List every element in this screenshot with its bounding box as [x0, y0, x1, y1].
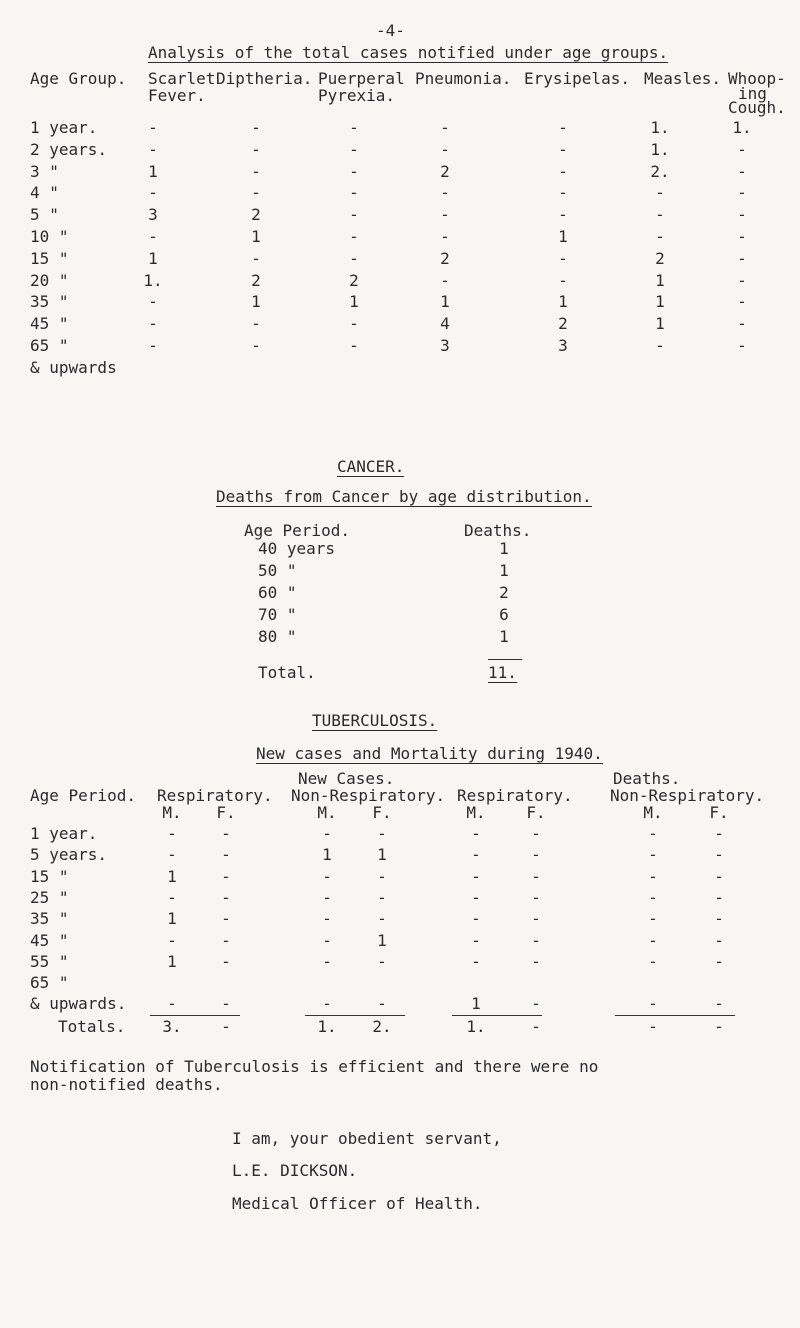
age-group-label: 20 "	[30, 271, 69, 290]
tb-count-cell: -	[377, 867, 387, 886]
case-count-cell: 1	[558, 292, 568, 311]
tb-age-period: 1 year.	[30, 824, 98, 843]
male-column-header: M.	[162, 803, 182, 822]
col-erysipelas: Erysipelas.	[524, 69, 630, 88]
cancer-total-value: 11.	[488, 663, 517, 682]
case-count-cell: -	[558, 249, 568, 268]
case-count-cell: -	[737, 271, 747, 290]
tb-count-cell: -	[471, 824, 481, 843]
male-column-header: M.	[317, 803, 337, 822]
tb-count-cell: -	[471, 952, 481, 971]
tb-count-cell: -	[648, 824, 658, 843]
cancer-age-period: 50 "	[258, 561, 297, 580]
case-count-cell: -	[148, 336, 158, 355]
cancer-deaths-value: 2	[499, 583, 509, 602]
case-count-cell: 1	[440, 292, 450, 311]
cancer-deaths-value: 1	[499, 539, 509, 558]
female-column-header: F.	[372, 803, 392, 822]
age-group-label: 3 "	[30, 162, 59, 181]
age-group-label: 10 "	[30, 227, 69, 246]
tb-count-cell: -	[167, 994, 177, 1013]
female-column-header: F.	[526, 803, 546, 822]
tb-count-cell: -	[531, 952, 541, 971]
page-number: -4-	[376, 21, 405, 40]
case-count-cell: -	[440, 227, 450, 246]
age-group-label: 65 "	[30, 336, 69, 355]
tb-count-cell: -	[322, 994, 332, 1013]
col-puerperal-l2: Pyrexia.	[318, 86, 396, 105]
case-count-cell: 3	[558, 336, 568, 355]
case-count-cell: -	[349, 249, 359, 268]
tb-age-period: 45 "	[30, 931, 69, 950]
tb-count-cell: -	[648, 845, 658, 864]
col-scarlet-l1: Scarlet	[148, 69, 216, 88]
case-count-cell: -	[737, 205, 747, 224]
tb-count-cell: -	[531, 845, 541, 864]
tb-count-cell: -	[714, 867, 724, 886]
case-count-cell: -	[349, 227, 359, 246]
col-whooping-l1: Whoop-	[728, 69, 786, 88]
tb-count-cell: -	[531, 909, 541, 928]
case-count-cell: 2	[558, 314, 568, 333]
case-count-cell: 4	[440, 314, 450, 333]
case-count-cell: -	[148, 227, 158, 246]
case-count-cell: -	[251, 162, 261, 181]
tb-total-cell: -	[714, 1017, 724, 1036]
tb-heading: TUBERCULOSIS.	[312, 711, 438, 730]
tb-age-period: 35 "	[30, 909, 69, 928]
case-count-cell: -	[349, 336, 359, 355]
case-count-cell: -	[655, 183, 665, 202]
cancer-deaths-value: 1	[499, 561, 509, 580]
tb-count-cell: -	[221, 909, 231, 928]
case-count-cell: 1	[349, 292, 359, 311]
case-count-cell: -	[737, 336, 747, 355]
col-diphtheria: Diptheria.	[216, 69, 313, 88]
case-count-cell: -	[349, 314, 359, 333]
tb-total-cell: -	[221, 1017, 231, 1036]
case-count-cell: -	[251, 183, 261, 202]
tb-count-cell: -	[221, 824, 231, 843]
case-count-cell: -	[737, 249, 747, 268]
tb-count-cell: -	[322, 931, 332, 950]
tb-count-cell: -	[167, 824, 177, 843]
case-count-cell: -	[148, 183, 158, 202]
tb-total-cell: -	[648, 1017, 658, 1036]
case-count-cell: -	[349, 140, 359, 159]
tb-count-cell: -	[167, 888, 177, 907]
closing-line: I am, your obedient servant,	[232, 1129, 502, 1148]
tb-death-nonresp: Non-Respiratory.	[610, 786, 765, 805]
case-count-cell: -	[440, 140, 450, 159]
tb-count-cell: -	[322, 824, 332, 843]
tb-count-cell: -	[322, 952, 332, 971]
tb-col-age: Age Period.	[30, 786, 136, 805]
case-count-cell: 1	[655, 314, 665, 333]
case-count-cell: -	[148, 292, 158, 311]
male-column-header: M.	[466, 803, 486, 822]
cancer-age-period: 40 years	[258, 539, 336, 558]
case-count-cell: 1	[148, 162, 158, 181]
tb-count-cell: -	[471, 845, 481, 864]
cancer-age-period: 80 "	[258, 627, 297, 646]
case-count-cell: -	[737, 292, 747, 311]
cancer-age-period: 60 "	[258, 583, 297, 602]
tb-count-cell: -	[377, 994, 387, 1013]
case-count-cell: 1	[655, 292, 665, 311]
tb-count-cell: -	[648, 931, 658, 950]
tb-count-cell: -	[714, 824, 724, 843]
case-count-cell: -	[349, 162, 359, 181]
age-group-label: 45 "	[30, 314, 69, 333]
tb-count-cell: -	[377, 888, 387, 907]
female-column-header: F.	[216, 803, 236, 822]
tb-count-cell: -	[714, 888, 724, 907]
case-count-cell: -	[655, 227, 665, 246]
case-count-cell: -	[349, 205, 359, 224]
tb-count-cell: -	[377, 909, 387, 928]
case-count-cell: 1	[251, 227, 261, 246]
tb-count-cell: 1	[377, 931, 387, 950]
tb-new-resp: Respiratory.	[157, 786, 273, 805]
tb-count-cell: -	[648, 867, 658, 886]
case-count-cell: -	[737, 227, 747, 246]
tb-total-cell: 1.	[317, 1017, 337, 1036]
tb-count-cell: -	[648, 994, 658, 1013]
case-count-cell: 3	[148, 205, 158, 224]
case-count-cell: -	[440, 118, 450, 137]
col-measles: Measles.	[644, 69, 722, 88]
age-group-label: & upwards	[30, 358, 117, 377]
tb-count-cell: -	[648, 888, 658, 907]
case-count-cell: -	[251, 336, 261, 355]
tb-count-cell: 1	[377, 845, 387, 864]
tb-age-period: 25 "	[30, 888, 69, 907]
case-count-cell: -	[251, 118, 261, 137]
case-count-cell: -	[440, 205, 450, 224]
tb-count-cell: 1	[167, 909, 177, 928]
tb-count-cell: -	[377, 824, 387, 843]
tb-count-cell: -	[322, 867, 332, 886]
age-group-label: 15 "	[30, 249, 69, 268]
col-age-group: Age Group.	[30, 69, 127, 88]
case-count-cell: 2	[251, 205, 261, 224]
tb-count-cell: -	[714, 994, 724, 1013]
cancer-total-label: Total.	[258, 663, 316, 682]
case-count-cell: -	[655, 336, 665, 355]
tb-total-cell: 1.	[466, 1017, 486, 1036]
cancer-col-deaths: Deaths.	[464, 521, 532, 540]
tb-count-cell: -	[648, 952, 658, 971]
case-count-cell: 1	[558, 227, 568, 246]
tb-count-cell: -	[714, 845, 724, 864]
cancer-subheading: Deaths from Cancer by age distribution.	[216, 487, 592, 506]
signatory-position: Medical Officer of Health.	[232, 1194, 483, 1213]
case-count-cell: 2	[349, 271, 359, 290]
cancer-col-age: Age Period.	[244, 521, 350, 540]
tb-count-cell: -	[648, 909, 658, 928]
col-whooping-l3: Cough.	[728, 98, 786, 117]
case-count-cell: -	[558, 183, 568, 202]
case-count-cell: 2	[440, 162, 450, 181]
case-count-cell: 2	[251, 271, 261, 290]
tb-total-cell: 2.	[372, 1017, 392, 1036]
case-count-cell: -	[737, 183, 747, 202]
tb-count-cell: -	[471, 909, 481, 928]
notified-title: Analysis of the total cases notified under age groups.	[148, 43, 669, 62]
tb-totals-label: Totals.	[58, 1017, 126, 1036]
signature: L.E. DICKSON.	[232, 1161, 358, 1180]
case-count-cell: 1.	[650, 118, 670, 137]
cancer-heading: CANCER.	[337, 457, 405, 476]
case-count-cell: -	[148, 118, 158, 137]
tb-new-nonresp: Non-Respiratory.	[291, 786, 446, 805]
tb-subheading: New cases and Mortality during 1940.	[256, 744, 603, 763]
case-count-cell: -	[737, 140, 747, 159]
cancer-deaths-value: 1	[499, 627, 509, 646]
col-scarlet-l2: Fever.	[148, 86, 206, 105]
tb-count-cell: -	[714, 952, 724, 971]
tb-new-cases: New Cases.	[298, 769, 395, 788]
male-column-header: M.	[643, 803, 663, 822]
case-count-cell: -	[148, 314, 158, 333]
case-count-cell: 1	[655, 271, 665, 290]
tb-count-cell: -	[167, 931, 177, 950]
tb-count-cell: -	[221, 994, 231, 1013]
case-count-cell: -	[251, 140, 261, 159]
case-count-cell: 1.	[732, 118, 752, 137]
tb-count-cell: -	[377, 952, 387, 971]
tb-age-period: 65 "	[30, 973, 69, 992]
tb-age-period: 15 "	[30, 867, 69, 886]
case-count-cell: -	[349, 183, 359, 202]
col-puerperal-l1: Puerperal	[318, 69, 405, 88]
tb-count-cell: 1	[167, 867, 177, 886]
case-count-cell: 3	[440, 336, 450, 355]
tb-count-cell: -	[531, 994, 541, 1013]
case-count-cell: -	[558, 271, 568, 290]
age-group-label: 1 year.	[30, 118, 98, 137]
tb-count-cell: -	[322, 888, 332, 907]
case-count-cell: -	[737, 314, 747, 333]
tb-count-cell: -	[167, 845, 177, 864]
case-count-cell: 1.	[143, 271, 163, 290]
tb-count-cell: -	[471, 931, 481, 950]
tb-count-cell: -	[221, 952, 231, 971]
tb-count-cell: -	[714, 931, 724, 950]
cancer-age-period: 70 "	[258, 605, 297, 624]
case-count-cell: -	[737, 162, 747, 181]
case-count-cell: 2	[655, 249, 665, 268]
tb-count-cell: -	[221, 845, 231, 864]
case-count-cell: -	[655, 205, 665, 224]
tb-count-cell: -	[714, 909, 724, 928]
case-count-cell: -	[440, 271, 450, 290]
cancer-deaths-value: 6	[499, 605, 509, 624]
case-count-cell: -	[558, 118, 568, 137]
col-pneumonia: Pneumonia.	[415, 69, 512, 88]
case-count-cell: -	[349, 118, 359, 137]
female-column-header: F.	[709, 803, 729, 822]
case-count-cell: -	[440, 183, 450, 202]
age-group-label: 35 "	[30, 292, 69, 311]
col-whooping-l2: ing	[738, 84, 767, 103]
tb-age-period: 55 "	[30, 952, 69, 971]
tb-count-cell: -	[531, 931, 541, 950]
notification-note-line2: non-notified deaths.	[30, 1075, 223, 1094]
case-count-cell: -	[558, 162, 568, 181]
tb-age-period: 5 years.	[30, 845, 108, 864]
tb-count-cell: -	[531, 824, 541, 843]
case-count-cell: 1	[148, 249, 158, 268]
tb-total-cell: -	[531, 1017, 541, 1036]
tb-count-cell: -	[322, 909, 332, 928]
tb-count-cell: -	[221, 867, 231, 886]
case-count-cell: 1	[251, 292, 261, 311]
tb-death-resp: Respiratory.	[457, 786, 573, 805]
age-group-label: 5 "	[30, 205, 59, 224]
case-count-cell: -	[558, 140, 568, 159]
tb-count-cell: 1	[167, 952, 177, 971]
tb-count-cell: -	[471, 888, 481, 907]
case-count-cell: -	[251, 249, 261, 268]
case-count-cell: -	[148, 140, 158, 159]
tb-deaths: Deaths.	[613, 769, 681, 788]
age-group-label: 4 "	[30, 183, 59, 202]
case-count-cell: -	[251, 314, 261, 333]
tb-count-cell: -	[471, 867, 481, 886]
case-count-cell: -	[558, 205, 568, 224]
tb-total-cell: 3.	[162, 1017, 182, 1036]
tb-count-cell: -	[221, 888, 231, 907]
case-count-cell: 1.	[650, 140, 670, 159]
case-count-cell: 2.	[650, 162, 670, 181]
tb-count-cell: 1	[322, 845, 332, 864]
tb-age-period: & upwards.	[30, 994, 127, 1013]
notification-note-line1: Notification of Tuberculosis is efficient and there were no	[30, 1057, 599, 1076]
tb-count-cell: -	[531, 888, 541, 907]
case-count-cell: 2	[440, 249, 450, 268]
tb-count-cell: -	[531, 867, 541, 886]
tb-count-cell: -	[221, 931, 231, 950]
age-group-label: 2 years.	[30, 140, 108, 159]
tb-count-cell: 1	[471, 994, 481, 1013]
